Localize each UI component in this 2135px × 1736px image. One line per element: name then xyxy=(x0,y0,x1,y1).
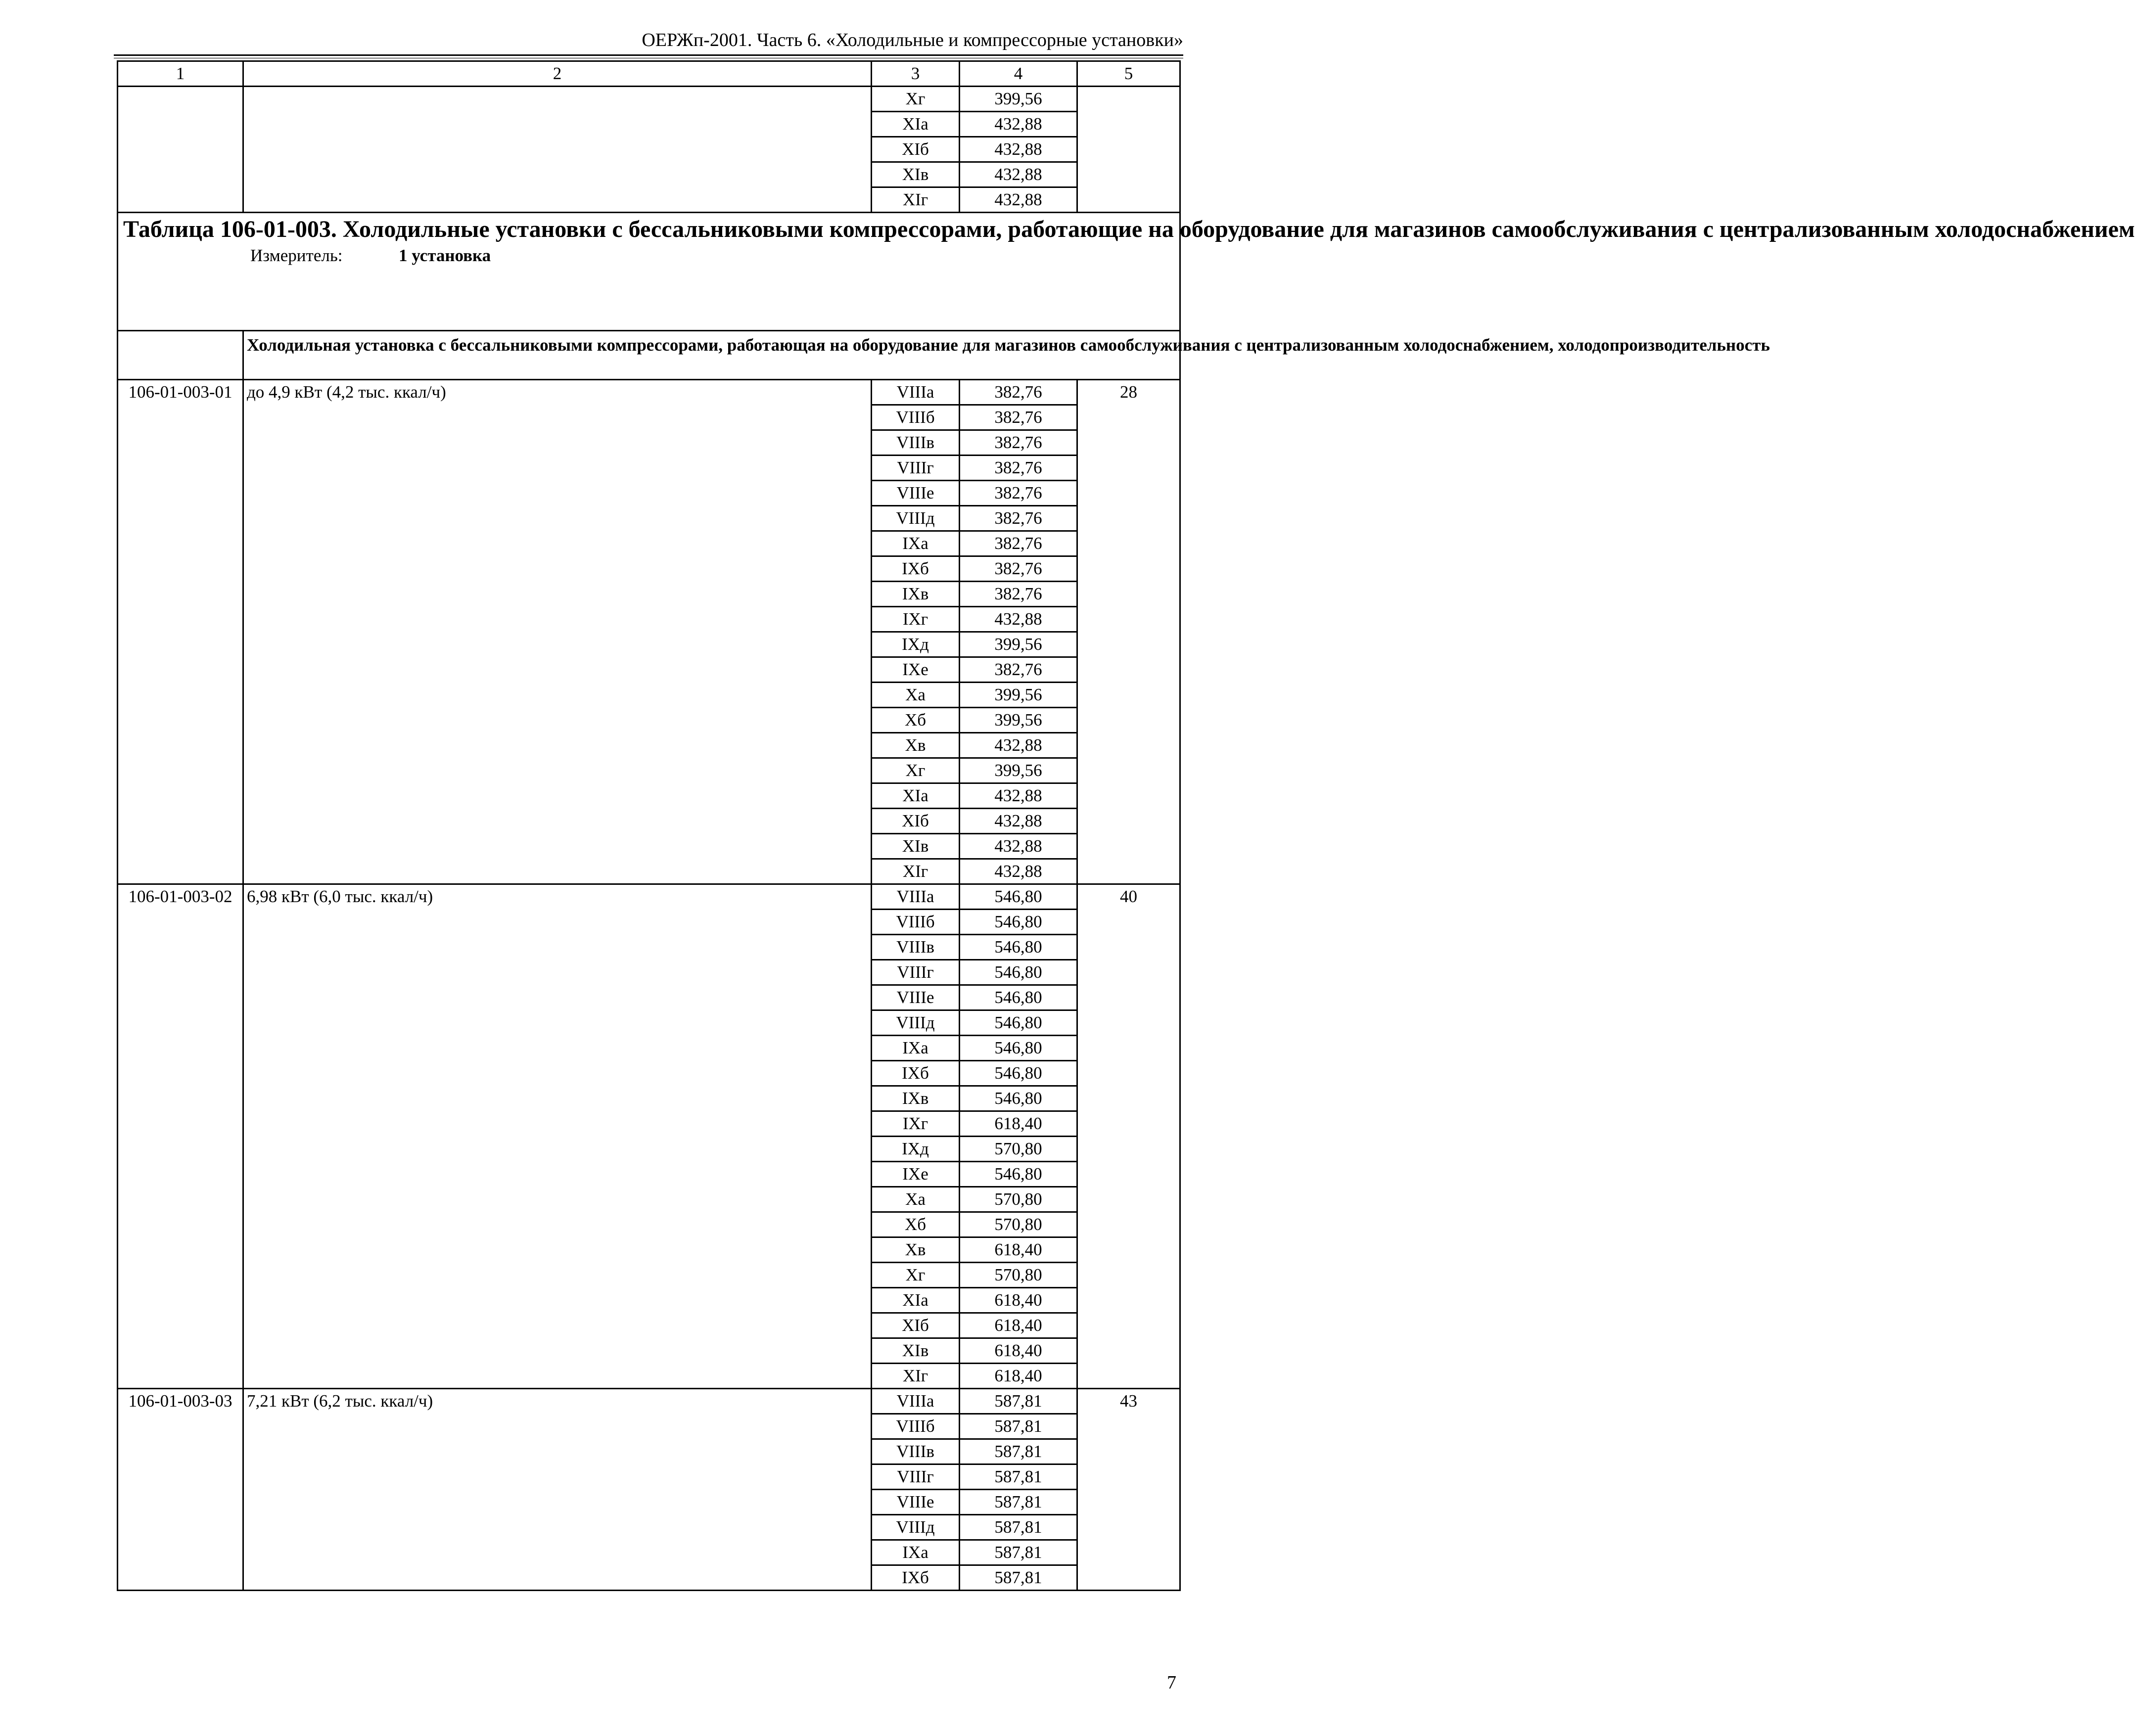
header-rule-thick xyxy=(114,54,1183,56)
col5-cell: 43 xyxy=(1077,1389,1180,1591)
table-body xyxy=(118,61,2135,1591)
zone-cell: VIIIе xyxy=(872,1490,960,1515)
price-cell: 546,80 xyxy=(960,1086,1077,1111)
price-cell: 432,88 xyxy=(960,187,1077,213)
price-cell: 382,76 xyxy=(960,657,1077,683)
price-cell: 546,80 xyxy=(960,960,1077,985)
item-code: 106-01-003-03 xyxy=(118,1389,243,1591)
price-cell: 587,81 xyxy=(960,1540,1077,1565)
table-title: Таблица 106-01-003. Холодильные установки с бессальниковыми компрессорами, работающие на оборудование для магазинов самообслуживания с централизованным холодоснабжением xyxy=(123,216,2135,242)
page-header: ОЕРЖп-2001. Часть 6. «Холодильные и компрессорные установки» xyxy=(642,30,1183,50)
column-number: 3 xyxy=(872,61,960,87)
column-number: 1 xyxy=(118,61,243,87)
zone-cell: VIIIг xyxy=(872,456,960,481)
table-title-row xyxy=(118,213,1180,331)
price-cell: 546,80 xyxy=(960,910,1077,935)
price-cell: 587,81 xyxy=(960,1565,1077,1591)
price-cell: 399,56 xyxy=(960,758,1077,783)
zone-cell: XIв xyxy=(872,162,960,187)
price-cell: 382,76 xyxy=(960,556,1077,582)
price-cell: 382,76 xyxy=(960,531,1077,556)
price-cell: 546,80 xyxy=(960,1010,1077,1036)
table-row xyxy=(118,380,1180,405)
zone-cell: XIб xyxy=(872,809,960,834)
price-cell: 432,88 xyxy=(960,733,1077,758)
name-cell xyxy=(243,87,872,213)
column-number-row xyxy=(118,61,1180,87)
price-cell: 399,56 xyxy=(960,683,1077,708)
zone-cell: VIIIг xyxy=(872,960,960,985)
code-cell xyxy=(118,331,243,380)
zone-cell: Xа xyxy=(872,1187,960,1212)
price-cell: 618,40 xyxy=(960,1237,1077,1263)
price-cell: 546,80 xyxy=(960,1162,1077,1187)
price-cell: 432,88 xyxy=(960,607,1077,632)
code-cell xyxy=(118,87,243,213)
zone-cell: XIв xyxy=(872,1338,960,1364)
price-cell: 546,80 xyxy=(960,1036,1077,1061)
price-cell: 570,80 xyxy=(960,1187,1077,1212)
zone-cell: IXд xyxy=(872,632,960,657)
zone-cell: VIIIб xyxy=(872,1414,960,1439)
meter-label: Измеритель: xyxy=(250,246,343,265)
zone-cell: VIIIд xyxy=(872,1010,960,1036)
zone-cell: Xб xyxy=(872,708,960,733)
zone-cell: IXе xyxy=(872,1162,960,1187)
zone-cell: XIа xyxy=(872,112,960,137)
zone-cell: XIв xyxy=(872,834,960,859)
zone-cell: IXв xyxy=(872,582,960,607)
price-cell: 382,76 xyxy=(960,582,1077,607)
group-description: Холодильная установка с бессальниковыми компрессорами, работающая на оборудование для магазинов самообслуживания с централизованным холодоснабжением, холодопроизводительность xyxy=(243,331,1180,380)
zone-cell: VIIIв xyxy=(872,430,960,456)
price-cell: 618,40 xyxy=(960,1364,1077,1389)
zone-cell: Xв xyxy=(872,1237,960,1263)
price-cell: 587,81 xyxy=(960,1414,1077,1439)
zone-cell: VIIIе xyxy=(872,985,960,1010)
page-number: 7 xyxy=(1167,1672,1176,1693)
meter-value: 1 установка xyxy=(399,246,491,265)
zone-cell: IXг xyxy=(872,607,960,632)
item-code: 106-01-003-01 xyxy=(118,380,243,884)
table-row xyxy=(118,884,1180,910)
zone-cell: IXв xyxy=(872,1086,960,1111)
zone-cell: XIг xyxy=(872,1364,960,1389)
zone-cell: XIа xyxy=(872,783,960,809)
zone-cell: Xб xyxy=(872,1212,960,1237)
price-cell: 587,81 xyxy=(960,1515,1077,1540)
price-cell: 570,80 xyxy=(960,1263,1077,1288)
table-row xyxy=(118,87,1180,112)
item-name: 6,98 кВт (6,0 тыс. ккал/ч) xyxy=(243,884,872,1389)
price-cell: 382,76 xyxy=(960,405,1077,430)
price-cell: 432,88 xyxy=(960,834,1077,859)
meter xyxy=(123,244,1174,268)
zone-cell: IXг xyxy=(872,1111,960,1137)
price-cell: 618,40 xyxy=(960,1313,1077,1338)
zone-cell: IXб xyxy=(872,1565,960,1591)
zone-cell: XIг xyxy=(872,859,960,884)
price-cell: 570,80 xyxy=(960,1137,1077,1162)
item-code: 106-01-003-02 xyxy=(118,884,243,1389)
price-cell: 570,80 xyxy=(960,1212,1077,1237)
price-cell: 546,80 xyxy=(960,884,1077,910)
zone-cell: Xг xyxy=(872,758,960,783)
zone-cell: IXе xyxy=(872,657,960,683)
zone-cell: XIг xyxy=(872,187,960,213)
zone-cell: VIIIа xyxy=(872,1389,960,1414)
zone-cell: VIIIг xyxy=(872,1464,960,1490)
price-cell: 546,80 xyxy=(960,935,1077,960)
price-cell: 432,88 xyxy=(960,783,1077,809)
zone-cell: IXб xyxy=(872,1061,960,1086)
price-cell: 587,81 xyxy=(960,1389,1077,1414)
column-number: 2 xyxy=(243,61,872,87)
zone-cell: XIб xyxy=(872,137,960,162)
price-cell: 399,56 xyxy=(960,708,1077,733)
price-cell: 618,40 xyxy=(960,1338,1077,1364)
price-cell: 432,88 xyxy=(960,859,1077,884)
col5-cell: 40 xyxy=(1077,884,1180,1389)
price-cell: 382,76 xyxy=(960,481,1077,506)
zone-cell: VIIIд xyxy=(872,506,960,531)
price-cell: 432,88 xyxy=(960,112,1077,137)
zone-cell: XIа xyxy=(872,1288,960,1313)
price-cell: 399,56 xyxy=(960,87,1077,112)
group-description-row xyxy=(118,331,1180,380)
column-number: 5 xyxy=(1077,61,1180,87)
price-cell: 432,88 xyxy=(960,809,1077,834)
price-cell: 587,81 xyxy=(960,1439,1077,1464)
zone-cell: VIIIб xyxy=(872,405,960,430)
zone-cell: Xа xyxy=(872,683,960,708)
price-cell: 618,40 xyxy=(960,1111,1077,1137)
table-title-cell xyxy=(118,213,2135,331)
zone-cell: IXа xyxy=(872,531,960,556)
zone-cell: XIб xyxy=(872,1313,960,1338)
zone-cell: VIIIв xyxy=(872,935,960,960)
zone-cell: IXд xyxy=(872,1137,960,1162)
price-cell: 432,88 xyxy=(960,162,1077,187)
col5-cell xyxy=(1077,87,1180,213)
price-cell: 382,76 xyxy=(960,380,1077,405)
zone-cell: VIIIе xyxy=(872,481,960,506)
zone-cell: VIIIа xyxy=(872,884,960,910)
price-cell: 618,40 xyxy=(960,1288,1077,1313)
zone-cell: Xг xyxy=(872,87,960,112)
price-cell: 546,80 xyxy=(960,985,1077,1010)
zone-cell: VIIIд xyxy=(872,1515,960,1540)
price-cell: 546,80 xyxy=(960,1061,1077,1086)
item-name: 7,21 кВт (6,2 тыс. ккал/ч) xyxy=(243,1389,872,1591)
zone-cell: Xв xyxy=(872,733,960,758)
price-table xyxy=(117,60,2135,1591)
zone-cell: VIIIб xyxy=(872,910,960,935)
zone-cell: IXа xyxy=(872,1540,960,1565)
item-name: до 4,9 кВт (4,2 тыс. ккал/ч) xyxy=(243,380,872,884)
price-cell: 382,76 xyxy=(960,506,1077,531)
price-cell: 382,76 xyxy=(960,456,1077,481)
table-row xyxy=(118,1389,1180,1414)
zone-cell: Xг xyxy=(872,1263,960,1288)
price-cell: 432,88 xyxy=(960,137,1077,162)
price-cell: 382,76 xyxy=(960,430,1077,456)
zone-cell: IXб xyxy=(872,556,960,582)
price-cell: 587,81 xyxy=(960,1464,1077,1490)
price-cell: 587,81 xyxy=(960,1490,1077,1515)
zone-cell: VIIIа xyxy=(872,380,960,405)
col5-cell: 28 xyxy=(1077,380,1180,884)
price-cell: 399,56 xyxy=(960,632,1077,657)
column-number: 4 xyxy=(960,61,1077,87)
zone-cell: IXа xyxy=(872,1036,960,1061)
zone-cell: VIIIв xyxy=(872,1439,960,1464)
